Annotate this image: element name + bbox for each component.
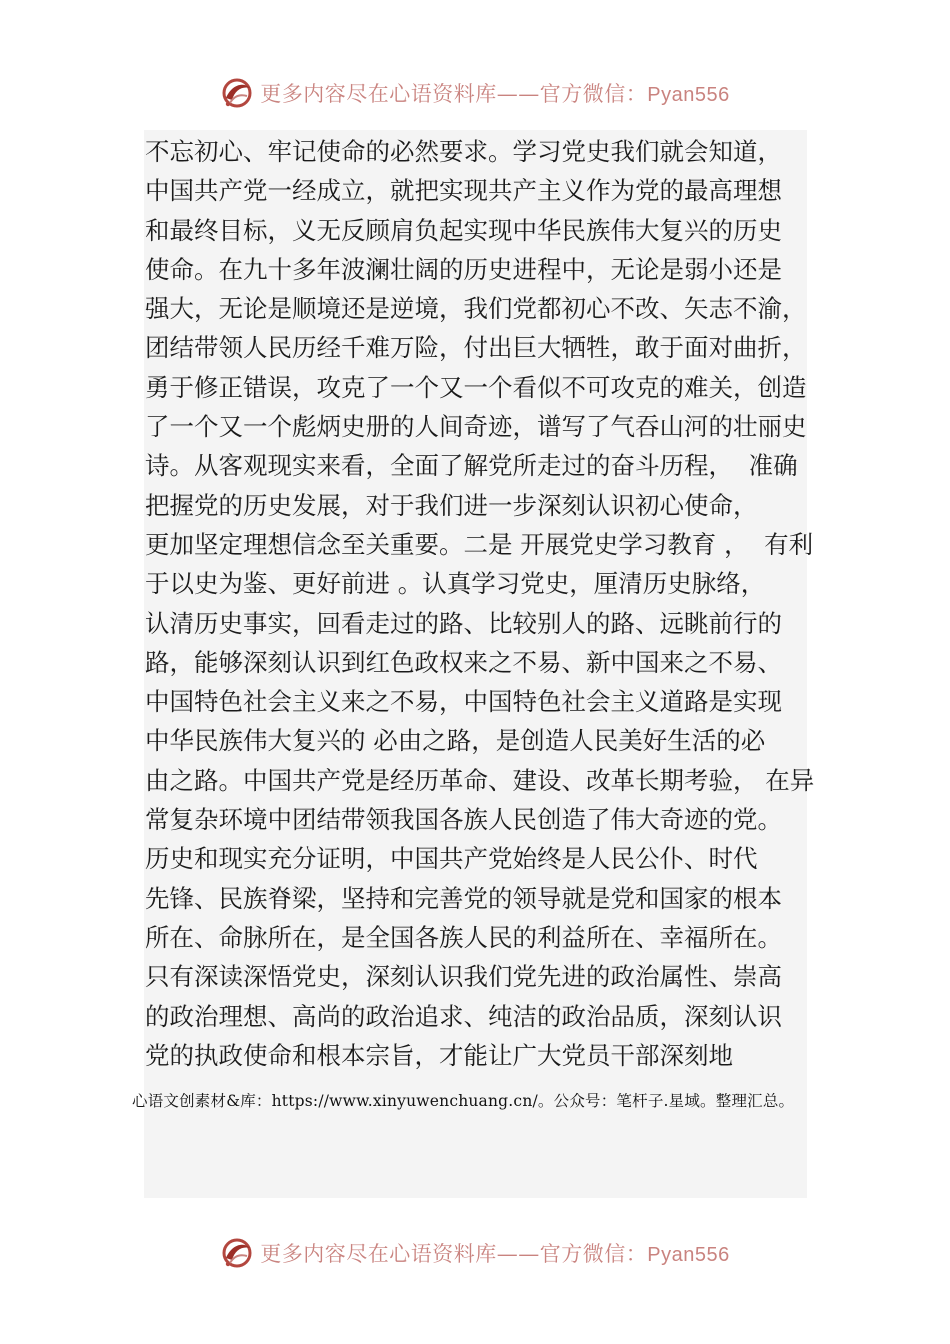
body-line: 先锋、民族脊梁，坚持和完善党的领导就是党和国家的根本	[145, 883, 782, 913]
header-banner	[0, 73, 950, 113]
body-line: 中国特色社会主义来之不易，中国特色社会主义道路是实现	[145, 687, 782, 717]
body-line: 了一个又一个彪炳史册的人间奇迹，谱写了气吞山河的壮丽史	[145, 412, 807, 442]
body-line: 更加坚定理想信念至关重要。二是 开展党史学习教育 ， 有利	[145, 529, 814, 559]
body-line: 不忘初心、牢记使命的必然要求。学习党史我们就会知道，	[145, 137, 782, 166]
body-line: 诗。从客观现实来看，全面了解党所走过的奋斗历程， 准确	[145, 451, 798, 481]
body-line: 认清历史事实，回看走过的路、比较别人的路、远眺前行的	[145, 608, 782, 638]
footer-source-note: 心语文创素材&库：https://www.xinyuwenchuang.cn/。公众号：笔杆子.星域。整理汇总。	[132, 1092, 795, 1110]
body-line: 勇于修正错误，攻克了一个又一个看似不可攻克的难关，创造	[145, 372, 807, 402]
footer-banner-text: 更多内容尽在心语资料库——官方微信：Pyan556	[260, 1242, 730, 1266]
header-banner-text: 更多内容尽在心语资料库——官方微信：Pyan556	[260, 82, 730, 106]
body-line: 中国共产党一经成立，就把实现共产主义作为党的最高理想	[145, 176, 782, 206]
wechat-id: Pyan556	[647, 1244, 730, 1266]
body-line: 党的执政使命和根本宗旨，才能让广大党员干部深刻地	[145, 1040, 733, 1070]
body-line: 使命。在九十多年波澜壮阔的历史进程中，无论是弱小还是	[145, 254, 782, 284]
body-line: 和最终目标，义无反顾肩负起实现中华民族伟大复兴的历史	[145, 215, 782, 245]
body-line: 历史和现实充分证明，中国共产党始终是人民公仆、时代	[145, 844, 758, 874]
body-line: 只有深读深悟党史，深刻认识我们党先进的政治属性、崇高	[145, 962, 782, 992]
body-line: 把握党的历史发展，对于我们进一步深刻认识初心使命，	[145, 490, 758, 520]
body-line: 的政治理想、高尚的政治追求、纯洁的政治品质，深刻认识	[145, 1001, 782, 1031]
body-line: 强大，无论是顺境还是逆境，我们党都初心不改、矢志不渝，	[145, 294, 807, 324]
body-text	[145, 132, 825, 1075]
swirl-logo-icon	[220, 1236, 254, 1270]
body-line: 团结带领人民历经千难万险，付出巨大牺牲，敢于面对曲折，	[145, 333, 807, 363]
body-line: 于以史为鉴、更好前进 。认真学习党史，厘清历史脉络，	[145, 569, 766, 599]
body-line: 由之路。中国共产党是经历革命、建设、改革长期考验， 在异	[145, 765, 815, 795]
footer-banner	[0, 1233, 950, 1273]
body-line: 中华民族伟大复兴的 必由之路，是创造人民美好生活的必	[145, 726, 766, 756]
body-line: 所在、命脉所在，是全国各族人民的利益所在、幸福所在。	[145, 922, 782, 952]
body-line: 路，能够深刻认识到红色政权来之不易、新中国来之不易、	[145, 647, 782, 677]
swirl-logo-icon	[220, 76, 254, 110]
wechat-id: Pyan556	[647, 84, 730, 106]
body-line: 常复杂环境中团结带领我国各族人民创造了伟大奇迹的党。	[145, 805, 782, 835]
